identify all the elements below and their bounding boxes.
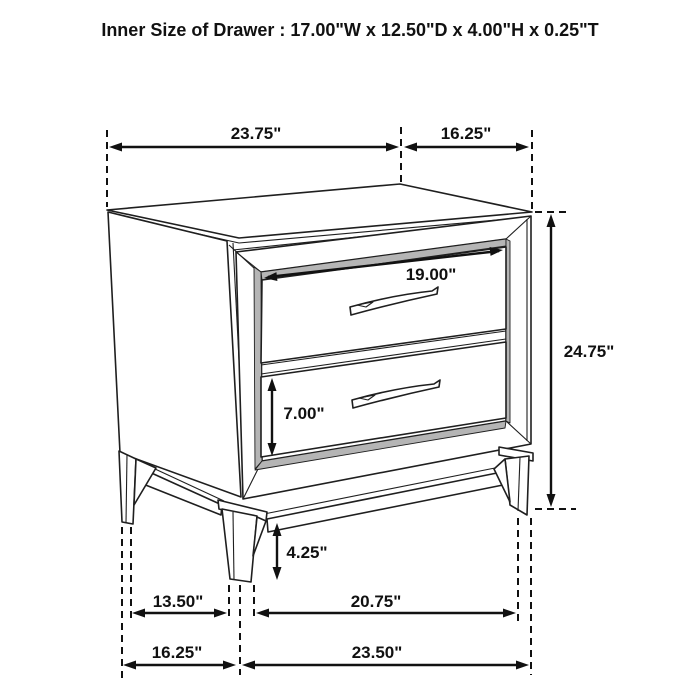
dim-drawer-width-label: 19.00" <box>405 265 457 284</box>
dim-base-depth-label: 16.25" <box>151 643 203 662</box>
drawing-title: Inner Size of Drawer : 17.00"W x 12.50"D x 4.00"H x 0.25"T <box>101 20 599 40</box>
dim-overall-height <box>547 214 615 507</box>
dim-leg-span-side-label: 13.50" <box>152 592 204 611</box>
side-panel <box>108 212 241 497</box>
dim-leg-span-front <box>256 592 516 618</box>
dim-base-depth <box>123 643 236 670</box>
dim-leg-height <box>273 523 328 580</box>
dim-overall-height-label: 24.75" <box>563 342 615 361</box>
front-right-leg <box>494 447 533 515</box>
dim-leg-span-side <box>132 592 227 618</box>
dim-leg-span-front-label: 20.75" <box>350 592 402 611</box>
dim-top-depth <box>404 124 529 152</box>
dim-drawer-height-label: 7.00" <box>283 404 325 423</box>
dim-top-depth-label: 16.25" <box>440 124 492 143</box>
dim-top-width-label: 23.75" <box>230 124 282 143</box>
front-left-leg <box>218 500 267 582</box>
dim-leg-height-label: 4.25" <box>286 543 328 562</box>
nightstand-figure <box>107 184 533 582</box>
dim-base-width <box>242 643 529 670</box>
dim-base-width-label: 23.50" <box>351 643 403 662</box>
dim-top-width <box>109 124 399 152</box>
